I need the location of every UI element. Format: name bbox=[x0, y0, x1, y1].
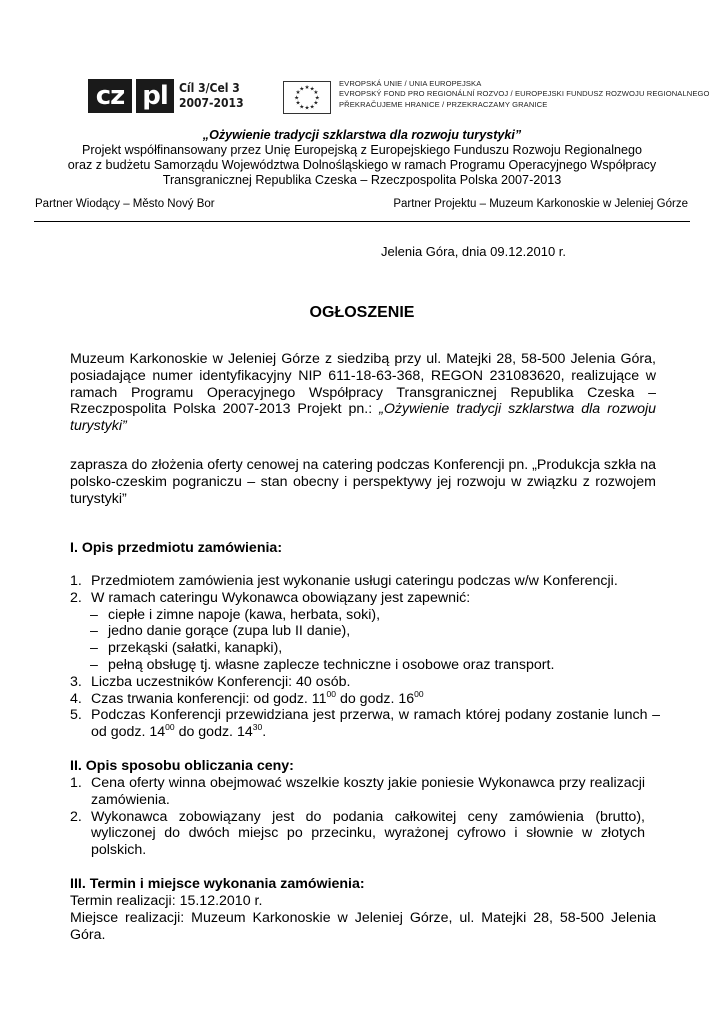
header-divider bbox=[34, 221, 690, 222]
list-number: 1. bbox=[70, 775, 82, 791]
dash-bullet: – bbox=[90, 656, 98, 673]
list-item bbox=[70, 775, 645, 809]
list-number: 1. bbox=[70, 573, 82, 589]
header-line-1: Projekt współfinansowany przez Unię Europejską z Europejskiego Funduszu Rozwoju Regionalnego bbox=[81, 143, 643, 157]
eu-flag-icon bbox=[283, 81, 331, 114]
list-item-text: Liczba uczestników Konferencji: 40 osób. bbox=[91, 673, 351, 690]
list-number: 2. bbox=[70, 589, 82, 606]
intro-text: Muzeum Karkonoskie w Jeleniej Górze z siedzibą przy ul. Matejki 28, 58-500 Jelenia Góra, posiadające numer identyfikacyjny NIP 611-18-63-368, REGON 231083620, realizujące w ramach Programu Operacyjnego Współpracy Transgranicznej Republika Czeska – Rzeczpospolita Polska 2007-2013 Projekt pn.: bbox=[70, 351, 656, 418]
logo-line-1: Cíl 3/Cel 3 bbox=[179, 81, 240, 95]
time-superscript: 00 bbox=[414, 688, 424, 699]
document-title: OGŁOSZENIE bbox=[309, 304, 415, 321]
svg-text:★: ★ bbox=[295, 100, 301, 107]
bullet-item bbox=[70, 623, 660, 640]
header-line-2: oraz z budżetu Samorządu Województwa Dolnośląskiego w ramach Programu Operacyjnego Współpracy bbox=[67, 158, 657, 172]
dash-bullet: – bbox=[90, 623, 98, 640]
header-line-3: Transgranicznej Republika Czeska – Rzeczpospolita Polska 2007-2013 bbox=[162, 173, 562, 187]
partner-lead: Partner Wiodący – Město Nový Bor bbox=[35, 198, 215, 210]
list-number: 5. bbox=[70, 707, 82, 724]
dash-bullet: – bbox=[90, 640, 98, 657]
list-item bbox=[70, 688, 660, 708]
list-item-text: Przedmiotem zamówienia jest wykonanie usługi cateringu podczas w/w Konferencji. bbox=[91, 573, 618, 589]
list-item-text: Cena oferty winna obejmować wszelkie koszty jakie poniesie Wykonawca przy realizacji zamówienia. bbox=[91, 775, 645, 808]
intro-paragraph bbox=[70, 351, 656, 435]
list-item-text: do godz. 16 bbox=[336, 690, 415, 707]
bullet-text: ciepłe i zimne napoje (kawa, herbata, soki), bbox=[108, 606, 381, 623]
cz-pl-program-logo bbox=[88, 79, 248, 113]
realization-place: Miejsce realizacji: Muzeum Karkonoskie w Jeleniej Górze, ul. Matejki 28, 58-500 Jelenia Góra. bbox=[70, 910, 656, 943]
eu-fund-text bbox=[339, 79, 710, 110]
eu-line-3: PŘEKRAČUJEME HRANICE / PRZEKRACZAMY GRANICE bbox=[339, 99, 548, 109]
list-item bbox=[70, 590, 660, 607]
header-project-title: „Ożywienie tradycji szklarstwa dla rozwoju turystyki” bbox=[202, 128, 522, 142]
list-item-text: Czas trwania konferencji: od godz. 11 bbox=[91, 690, 327, 707]
time-superscript: 00 bbox=[326, 688, 337, 699]
time-superscript: 30 bbox=[252, 722, 263, 733]
bullet-item bbox=[70, 657, 660, 674]
date-line: Jelenia Góra, dnia 09.12.2010 r. bbox=[381, 244, 567, 259]
partner-project: Partner Projektu – Muzeum Karkonoskie w Jeleniej Górze bbox=[393, 198, 688, 210]
svg-text:★: ★ bbox=[313, 100, 319, 107]
invite-paragraph: zaprasza do złożenia oferty cenowej na catering podczas Konferencji pn. „Produkcja szkła na polsko-czeskim pograniczu – stan obecny i perspektywy jej rozwoju w związku z rozwojem turystyki” bbox=[70, 457, 656, 507]
section-1-heading: I. Opis przedmiotu zamówienia: bbox=[70, 540, 283, 556]
list-number: 4. bbox=[70, 690, 82, 707]
svg-text:★: ★ bbox=[299, 104, 305, 111]
bullet-text: przekąski (sałatki, kanapki), bbox=[108, 640, 283, 657]
svg-text:★: ★ bbox=[314, 95, 320, 102]
bullet-text: jedno danie gorące (zupa lub II danie), bbox=[108, 623, 351, 640]
svg-text:★: ★ bbox=[313, 90, 319, 97]
logo-line-2: 2007-2013 bbox=[179, 96, 244, 110]
list-item-text: . bbox=[262, 724, 267, 741]
list-item-text: W ramach cateringu Wykonawca obowiązany jest zapewnić: bbox=[91, 589, 471, 606]
svg-text:★: ★ bbox=[309, 104, 315, 111]
svg-text:★: ★ bbox=[294, 95, 300, 102]
list-number: 2. bbox=[70, 808, 82, 825]
realization-date: Termin realizacji: 15.12.2010 r. bbox=[70, 893, 263, 909]
section-3-heading: III. Termin i miejsce wykonania zamówienia: bbox=[70, 876, 365, 892]
list-item bbox=[70, 809, 645, 859]
bullet-item bbox=[70, 640, 660, 657]
logo-cz-block: cz bbox=[88, 79, 132, 113]
list-item bbox=[70, 573, 660, 590]
svg-text:★: ★ bbox=[304, 105, 310, 112]
list-item-text: Podczas Konferencji przewidziana jest przerwa, w ramach której podany zostanie lunch – od godz. 14 bbox=[91, 707, 660, 741]
logo-pl-block: pl bbox=[136, 79, 174, 113]
section-1-list bbox=[70, 573, 660, 741]
bullet-item bbox=[70, 607, 660, 624]
list-item-text: Wykonawca zobowiązany jest do podania całkowitej ceny zamówienia (brutto), wyliczonej do dwóch miejsc po przecinku, wyrażonej cyfrowo i słownie w złotych polskich. bbox=[91, 808, 645, 859]
section-2-heading: II. Opis sposobu obliczania ceny: bbox=[70, 758, 294, 774]
svg-text:★: ★ bbox=[295, 90, 301, 97]
time-superscript: 00 bbox=[165, 722, 175, 733]
bullet-text: pełną obsługę tj. własne zaplecze techniczne i osobowe oraz transport. bbox=[108, 656, 555, 673]
section-2-list bbox=[70, 775, 645, 859]
list-item bbox=[70, 707, 660, 741]
eu-line-1: EVROPSKÁ UNIE / UNIA EUROPEJSKA bbox=[339, 79, 482, 88]
svg-text:★: ★ bbox=[304, 85, 310, 92]
intro-project-name: „Ożywienie tradycji szklarstwa dla rozwoju turystyki” bbox=[70, 401, 656, 435]
list-number: 3. bbox=[70, 673, 82, 690]
svg-text:★: ★ bbox=[309, 86, 315, 93]
list-item bbox=[70, 674, 660, 691]
eu-line-2: EVROPSKÝ FOND PRO REGIONÁLNÍ ROZVOJ / EUROPEJSKI FUNDUSZ ROZWOJU REGIONALNEGO bbox=[339, 89, 710, 99]
dash-bullet: – bbox=[90, 606, 98, 623]
list-item-text: do godz. 14 bbox=[174, 724, 253, 741]
svg-text:★: ★ bbox=[299, 86, 305, 93]
